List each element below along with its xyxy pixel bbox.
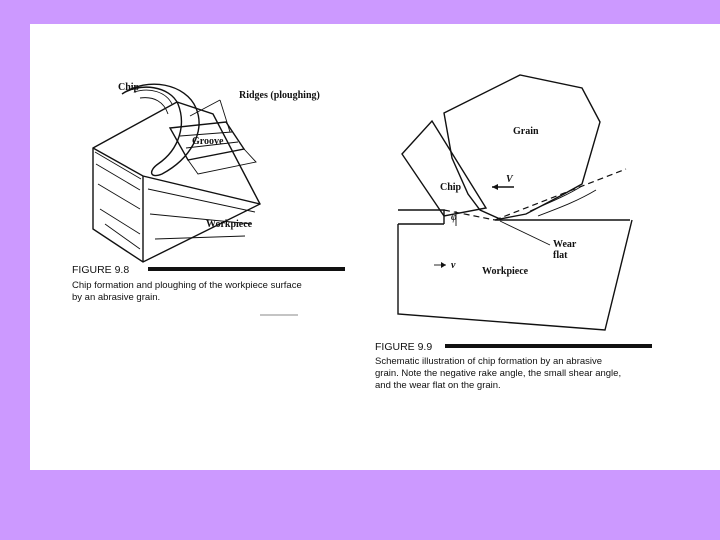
label-chip-98: Chip xyxy=(118,82,140,93)
label-grain: Grain xyxy=(513,126,539,137)
slide xyxy=(30,24,720,470)
figure-9-8-number: FIGURE 9.8 xyxy=(72,264,130,276)
figure-9-9-caption-line-3: and the wear flat on the grain. xyxy=(375,380,501,391)
velocity-work-arrowhead xyxy=(441,262,446,268)
grain-fracture-marks xyxy=(530,186,596,216)
label-chip-99: Chip xyxy=(440,182,462,193)
figure-9-9-caption-line-2: grain. Note the negative rake angle, the small shear angle, xyxy=(375,368,622,379)
label-workpiece-99: Workpiece xyxy=(482,266,529,277)
label-shear-angle: φ xyxy=(451,212,457,223)
ridges-leader-2 xyxy=(220,100,230,132)
figure-9-8-caption-line-1: Chip formation and ploughing of the workpiece surface xyxy=(72,280,302,291)
workpiece-surface xyxy=(398,220,630,224)
chip-curl xyxy=(122,84,199,175)
wear-flat-leader xyxy=(500,221,550,245)
chip-texture xyxy=(134,90,172,114)
grain xyxy=(444,75,600,219)
label-velocity-work: v xyxy=(451,260,456,271)
machined-surface-step xyxy=(398,210,444,224)
velocity-grain-arrowhead xyxy=(492,184,498,190)
figure-9-8-drawing xyxy=(93,82,320,262)
grain-extension xyxy=(495,169,626,220)
label-wear-flat-1: Wear xyxy=(553,239,577,250)
label-wear-flat-2: flat xyxy=(553,250,568,261)
figure-9-9-drawing xyxy=(398,75,632,330)
figure-9-9-number: FIGURE 9.9 xyxy=(375,341,433,353)
label-ridges: Ridges (ploughing) xyxy=(239,90,320,101)
figure-9-9-caption-line-1: Schematic illustration of chip formation by an abrasive xyxy=(375,356,603,367)
label-groove: Groove xyxy=(192,136,224,147)
label-velocity-grain: V xyxy=(506,174,513,185)
figure-9-8-caption-line-2: by an abrasive grain. xyxy=(72,292,161,303)
figures-canvas xyxy=(30,24,720,470)
label-workpiece-98: Workpiece xyxy=(206,219,253,230)
